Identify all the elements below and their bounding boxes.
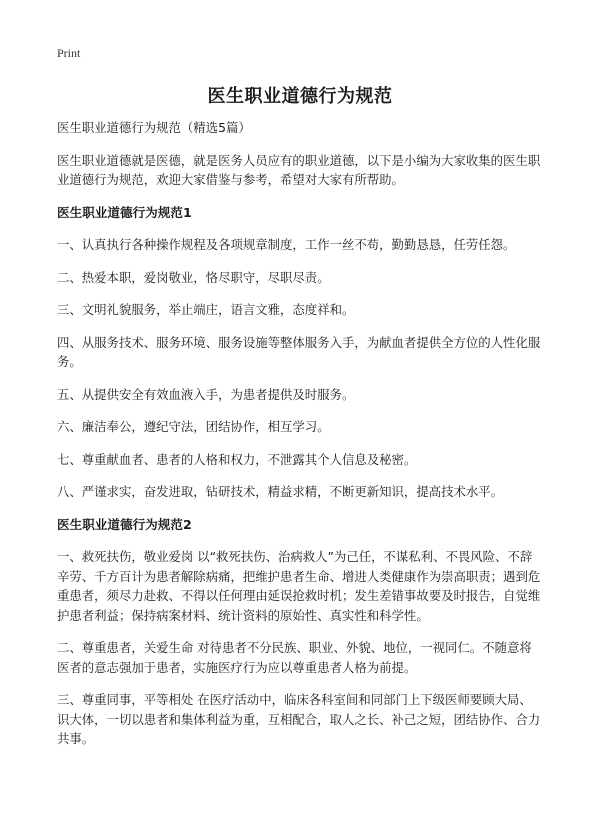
- section-item: 八、严谨求实，奋发进取，钻研技术，精益求精，不断更新知识，提高技术水平。: [57, 484, 504, 499]
- section-heading: 医生职业道德行为规范2: [57, 516, 192, 532]
- document-subtitle: 医生职业道德行为规范（精选5篇）: [57, 120, 251, 135]
- section-2: [57, 515, 542, 749]
- print-label: Print: [57, 46, 81, 60]
- section-item: 六、廉洁奉公，遵纪守法，团结协作，相互学习。: [57, 419, 330, 434]
- section-item: 四、从服务技术、服务环境、服务设施等整体服务入手，为献血者提供全方位的人性化服务。: [57, 334, 541, 369]
- section-item: 一、认真执行各种操作规程及各项规章制度，工作一丝不苟，勤勤恳恳，任劳任怨。: [57, 237, 516, 252]
- document-intro: 医生职业道德就是医德，就是医务人员应有的职业道德，以下是小编为大家收集的医生职业道德行为规范，欢迎大家借鉴与参考，希望对大家有所帮助。: [57, 152, 541, 187]
- section-heading: 医生职业道德行为规范1: [57, 204, 192, 220]
- section-item: 二、热爱本职，爱岗敬业，恪尽职守，尽职尽责。: [57, 269, 330, 285]
- section-item: 三、文明礼貌服务，举止端庄，语言文雅，态度祥和。: [57, 302, 355, 317]
- section-item: 二、尊重患者，关爱生命 对待患者不分民族、职业、外貌、地位，一视同仁。不随意将医者的意志强加于患者，实施医疗行为应以尊重患者人格为前提。: [57, 640, 532, 675]
- section-item: 五、从提供安全有效血液入手，为患者提供及时服务。: [57, 386, 355, 402]
- section-item: 七、尊重献血者、患者的人格和权力，不泄露其个人信息及秘密。: [57, 451, 417, 467]
- section-item: 一、救死扶伤，敬业爱岗 以“救死扶伤、治病救人”为己任，不谋私利、不畏风险、不辞辛劳、千方百计为患者解除病痛，把维护患者生命、增进人类健康作为崇高职责；遇到危重患者，须尽力赴救、不得以任何理由延误抢救时机；发生差错事故要及时报告，自觉维护患者利益；保持病案材料、统计资料的原始性、真实性和科学性。: [57, 549, 541, 623]
- section-1: [57, 203, 542, 502]
- section-item: 三、尊重同事，平等相处 在医疗活动中，临床各科室间和同部门上下级医师要顾大局、识大体，一切以患者和集体利益为重，互相配合，取人之长、补己之短，团结协作、合力共事。: [57, 692, 541, 746]
- document-title: 医生职业道德行为规范: [207, 86, 393, 107]
- document-body: [57, 118, 542, 762]
